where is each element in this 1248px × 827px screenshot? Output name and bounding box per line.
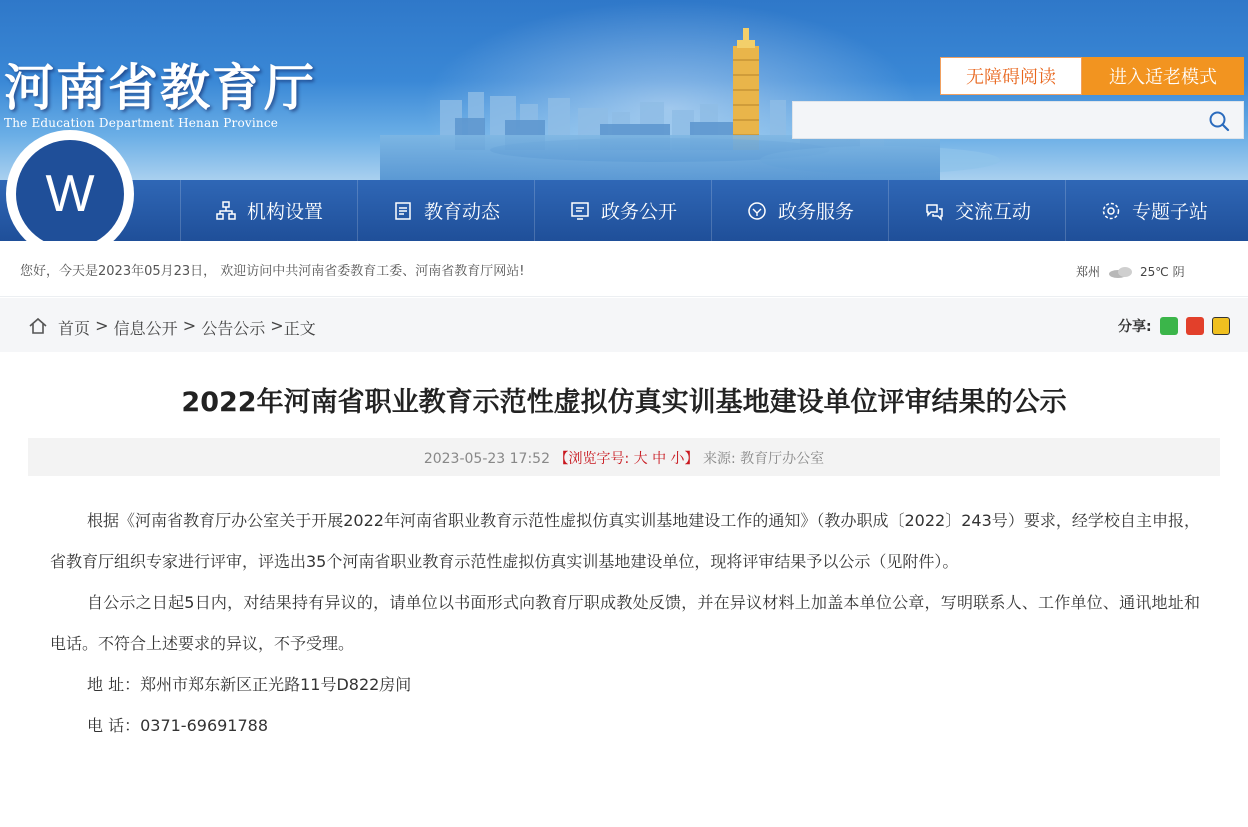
article-title: 2022年河南省职业教育示范性虚拟仿真实训基地建设单位评审结果的公示 <box>181 387 1067 418</box>
article-meta <box>0 448 1248 468</box>
nav-label: 交流互动 <box>954 201 1031 223</box>
weibo-icon[interactable] <box>1186 317 1204 335</box>
wechat-icon[interactable] <box>1160 317 1178 335</box>
nav-item-public[interactable] <box>534 180 711 241</box>
search-input[interactable] <box>801 108 1181 132</box>
nav-item-org[interactable] <box>180 180 357 241</box>
article-date: 2023-05-23 17:52 <box>423 451 550 467</box>
cloud-icon <box>1106 265 1136 279</box>
weather-temp: 25℃ 阴 <box>1140 265 1185 279</box>
banner-water <box>380 135 940 180</box>
chat-icon <box>923 200 945 222</box>
search-box <box>792 101 1244 139</box>
header-banner <box>0 0 1248 180</box>
breadcrumb-sep: > <box>177 316 202 335</box>
service-icon <box>746 200 768 222</box>
logo-letter: W <box>16 140 124 248</box>
welcome-bar <box>0 241 1248 297</box>
main-nav <box>0 180 1248 241</box>
font-size-control[interactable]: 【浏览字号: 大 中 小】 <box>554 451 699 467</box>
nav-item-interact[interactable] <box>888 180 1065 241</box>
weather-widget <box>1076 263 1185 280</box>
article-source: 来源: 教育厅办公室 <box>702 451 825 467</box>
share-label: 分享: <box>1118 319 1152 335</box>
weather-city: 郑州 <box>1076 265 1101 279</box>
nav-label: 政务公开 <box>600 201 677 223</box>
nav-item-news[interactable] <box>357 180 534 241</box>
share-bar <box>1118 316 1230 336</box>
board-icon <box>569 200 591 222</box>
search-icon[interactable] <box>1207 109 1231 133</box>
site-subtitle: The Education Department Henan Province <box>4 116 279 130</box>
logo-badge <box>6 130 134 258</box>
org-icon <box>215 200 237 222</box>
welcome-text: 您好，今天是2023年05月23日， 欢迎访问中共河南省委教育工委、河南省教育厅网站! <box>20 264 525 279</box>
breadcrumb-sep: > <box>90 316 114 335</box>
home-icon[interactable] <box>28 316 48 336</box>
nav-item-topics[interactable] <box>1065 180 1242 241</box>
breadcrumb-notice[interactable]: 公告公示 <box>201 319 266 338</box>
article-paragraph-1: 根据《河南省教育厅办公室关于开展2022年河南省职业教育示范性虚拟仿真实训基地建设工作的通知》（教办职成〔2022〕243号）要求，经学校自主申报，省教育厅组织专家进行评审，评选出35个河南省职业教育示范性虚拟仿真实训基地建设单位，现将评审结果予以公示（见附件）。 <box>50 511 1200 571</box>
site-title: 河南省教育厅 <box>4 58 316 117</box>
breadcrumb-info[interactable]: 信息公开 <box>113 319 178 338</box>
breadcrumb <box>58 316 316 339</box>
article-body <box>50 500 1200 746</box>
nav-item-service[interactable] <box>711 180 888 241</box>
nav-label: 教育动态 <box>423 201 500 223</box>
document-icon <box>392 200 414 222</box>
breadcrumb-home[interactable]: 首页 <box>58 319 91 338</box>
nav-label: 机构设置 <box>246 201 323 223</box>
nav-label: 专题子站 <box>1131 201 1208 223</box>
nav-label: 政务服务 <box>777 201 854 223</box>
breadcrumb-current: 正文 <box>283 319 316 338</box>
qq-icon[interactable] <box>1212 317 1230 335</box>
breadcrumb-sep-last: > <box>265 316 284 335</box>
accessible-reading-button[interactable]: 无障碍阅读 <box>940 57 1082 95</box>
elder-mode-button[interactable]: 进入适老模式 <box>1082 57 1244 95</box>
article-address: 地 址：郑州市郑东新区正光路11号D822房间 <box>87 675 412 694</box>
article-phone: 电 话：0371-69691788 <box>87 716 269 735</box>
gear-icon <box>1100 200 1122 222</box>
article-paragraph-2: 自公示之日起5日内，对结果持有异议的，请单位以书面形式向教育厅职成教处反馈，并在异议材料上加盖本单位公章，写明联系人、工作单位、通讯地址和电话。不符合上述要求的异议，不予受理。 <box>50 593 1200 653</box>
